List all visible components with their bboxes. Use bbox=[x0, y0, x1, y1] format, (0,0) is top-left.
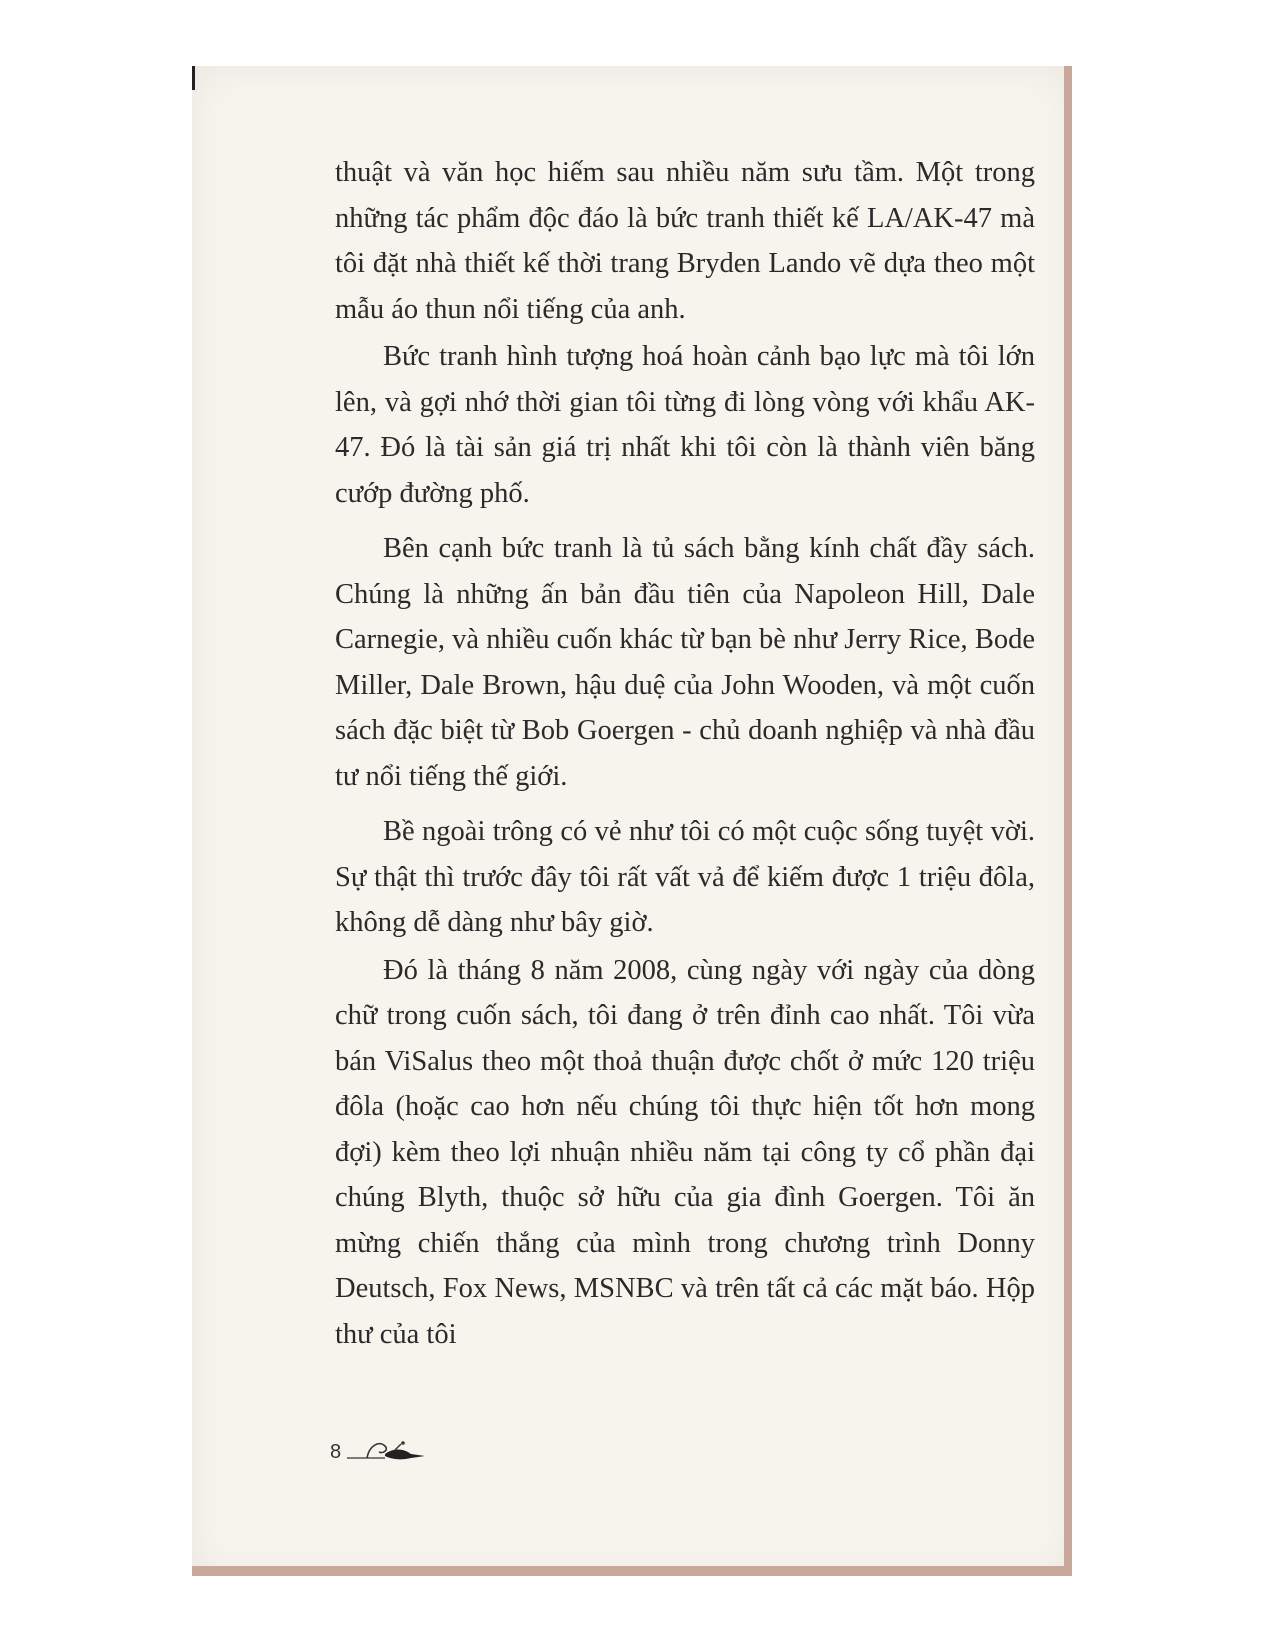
pen-nib-flourish-icon bbox=[345, 1432, 435, 1462]
page-number: 8 bbox=[330, 1441, 342, 1463]
paragraph-2: Bức tranh hình tượng hoá hoàn cảnh bạo lực mà tôi lớn lên, và gợi nhớ thời gian tôi từng đi lòng vòng với khẩu AK-47. Đó là tài sản giá trị nhất khi tôi còn là thành viên băng cướp đường phố. bbox=[335, 341, 1035, 509]
body-text bbox=[335, 150, 1035, 1359]
paragraph-4: Bề ngoài trông có vẻ như tôi có một cuộc sống tuyệt vời. Sự thật thì trước đây tôi rất vất vả để kiếm được 1 triệu đôla, không dễ dàng như bây giờ. bbox=[335, 816, 1035, 938]
corner-mark bbox=[192, 66, 195, 90]
paragraph-3: Bên cạnh bức tranh là tủ sách bằng kính chất đầy sách. Chúng là những ấn bản đầu tiên của Napoleon Hill, Dale Carnegie, và nhiều cuốn khác từ bạn bè như Jerry Rice, Bode Miller, Dale Brown, hậu duệ của John Wooden, và một cuốn sách đặc biệt từ Bob Goergen - chủ doanh nghiệp và nhà đầu tư nổi tiếng thế giới. bbox=[335, 533, 1035, 792]
page-footer bbox=[330, 1432, 435, 1462]
page-edge-bottom bbox=[192, 1566, 1072, 1576]
page-edge-right bbox=[1064, 66, 1072, 1576]
paragraph-1: thuật và văn học hiếm sau nhiều năm sưu tầm. Một trong những tác phẩm độc đáo là bức tranh thiết kế LA/AK-47 mà tôi đặt nhà thiết kế thời trang Bryden Lando vẽ dựa theo một mẫu áo thun nổi tiếng của anh. bbox=[335, 157, 1035, 325]
paragraph-5: Đó là tháng 8 năm 2008, cùng ngày với ngày của dòng chữ trong cuốn sách, tôi đang ở trên đỉnh cao nhất. Tôi vừa bán ViSalus theo một thoả thuận được chốt ở mức 120 triệu đôla (hoặc cao hơn nếu chúng tôi thực hiện tốt hơn mong đợi) kèm theo lợi nhuận nhiều năm tại công ty cổ phần đại chúng Blyth, thuộc sở hữu của gia đình Goergen. Tôi ăn mừng chiến thắng của mình trong chương trình Donny Deutsch, Fox News, MSNBC và trên tất cả các mặt báo. Hộp thư của tôi bbox=[335, 954, 1035, 1350]
